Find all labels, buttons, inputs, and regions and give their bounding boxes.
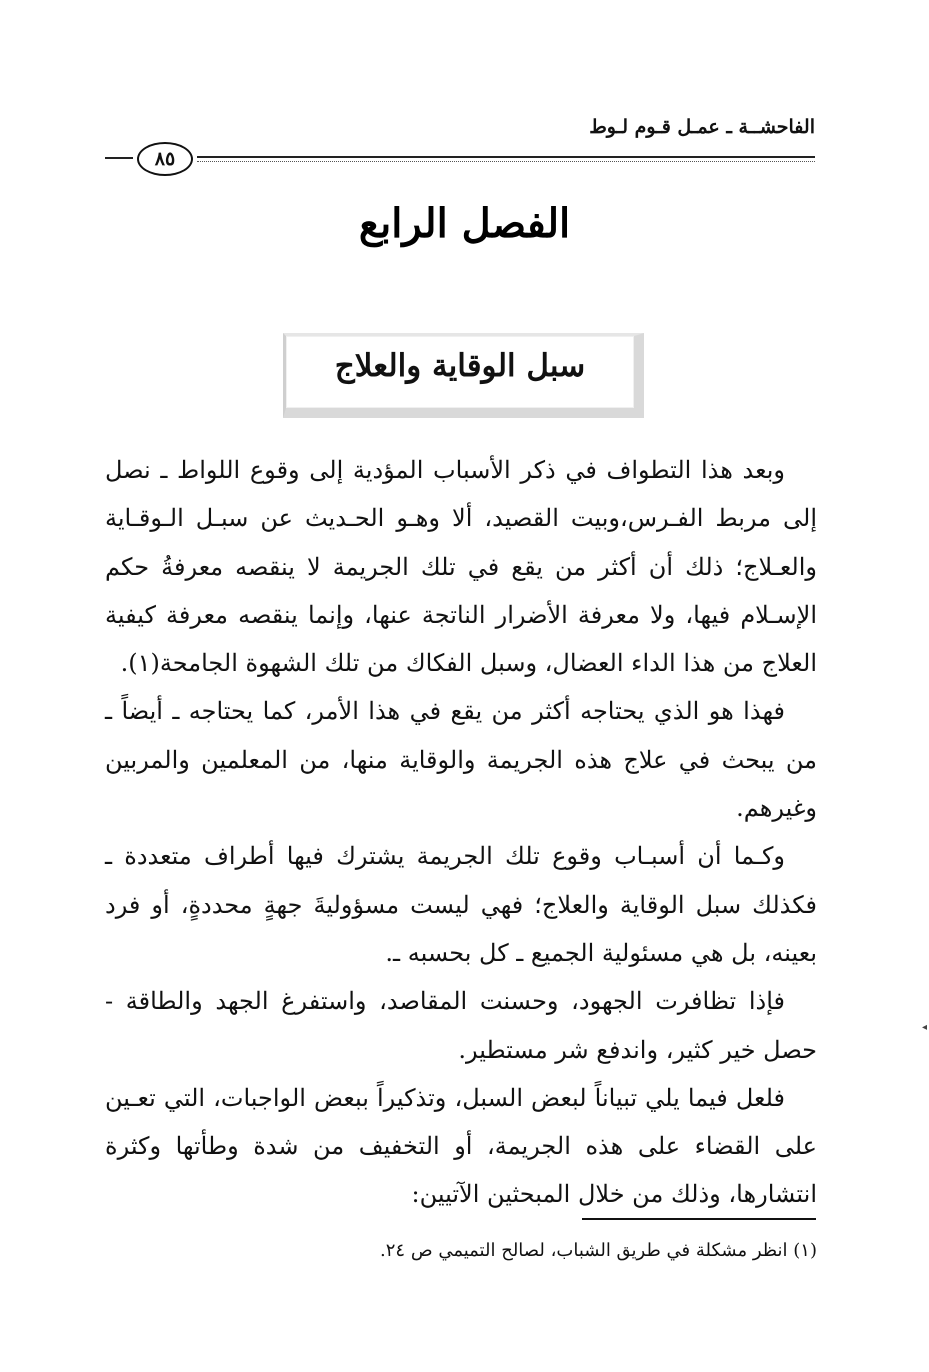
section-title: سبل الوقاية والعلاج: [334, 348, 586, 384]
page-number: ٨٥: [137, 142, 193, 176]
header-rule: [197, 156, 815, 162]
paragraph: وكـما أن أسبـاب وقوع تلك الجريمة يشترك فيها أطراف متعددة ـ فكذلك سبل الوقاية والعلاج؛ فهي ليست مسؤوليةَ جهةٍ محددةٍ، أو فرد بعينه، بل هي مسئولية الجميع ـ كل بحسبه ـ.: [105, 842, 817, 967]
paragraph: فإذا تظافرت الجهود، وحسنت المقاصد، واستفرغ الجهد والطاقة - حصل خير كثير، واندفع شر مستطير.: [105, 987, 817, 1064]
chapter-title: الفصل الرابع: [358, 200, 571, 247]
section-title-box: [283, 333, 644, 418]
paragraph: فلعل فيما يلي تبياناً لبعض السبل، وتذكيراً ببعض الواجبات، التي تعـين على القضاء على هذه الجريمة، أو التخفيف من شدة وطأتها وكثرة انتشارها، وذلك من خلال المبحثين الآتيين:: [105, 1083, 817, 1209]
paragraph: فهذا هو الذي يحتاجه أكثر من يقع في هذا الأمر، كما يحتاجه ـ أيضاً ـ من يبحث في علاج هذه الجريمة والوقاية منها، من المعلمين والمربين وغيرهم.: [105, 697, 817, 823]
footnote-rule: [582, 1218, 816, 1220]
footnote: (١) انظر مشكلة في طريق الشباب، لصالح التميمي ص ٢٤.: [380, 1240, 817, 1261]
margin-arrow-icon: ◂: [922, 1022, 928, 1033]
body-text: [105, 446, 817, 1219]
header-left-rule: [105, 157, 133, 159]
page-header: [105, 110, 815, 170]
running-title: الفاحشــة ـ عمـل قـوم لـوط: [589, 116, 815, 138]
paragraph: وبعد هذا التطواف في ذكر الأسباب المؤدية إلى وقوع اللواط ـ نصل إلى مربط الفـرس،وبيت القصيد، ألا وهـو الحـديث عن سبـل الـوقـاية والعـلاج؛ ذلك أن أكثر من يقع في تلك الجريمة لا ينقصه معرفةُ حكم الإسـلام فيها، ولا معرفة الأضرار الناتجة عنها، وإنما ينقصه معرفة كيفية العلاج من هذا الداء العضال، وسبل الفكاك من تلك الشهوة الجامحة(١).: [105, 456, 817, 678]
